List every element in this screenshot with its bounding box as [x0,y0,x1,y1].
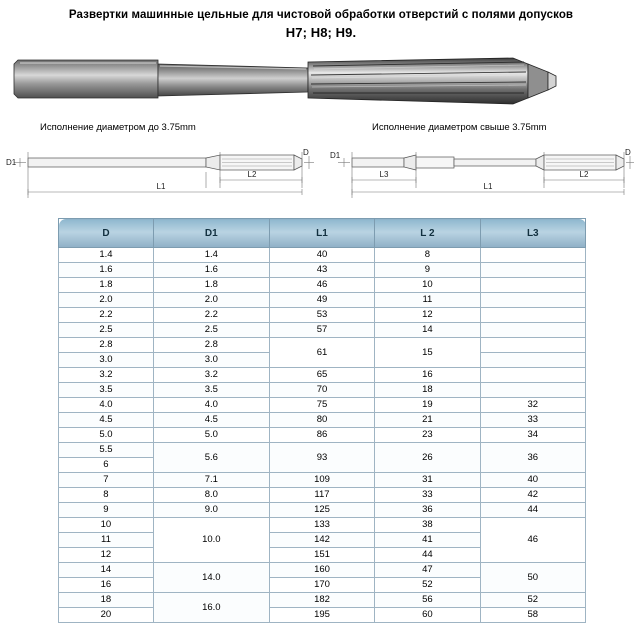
table-cell: 182 [269,593,374,608]
table-cell: 57 [269,323,374,338]
table-cell [480,323,585,338]
table-cell: 75 [269,398,374,413]
table-cell: 7 [59,473,154,488]
table-cell: 8 [59,488,154,503]
table-cell: 11 [375,293,480,308]
table-cell: 12 [59,548,154,563]
table-cell: 10.0 [153,518,269,563]
table-cell: 9 [59,503,154,518]
label-d1-right: D1 [330,151,341,160]
table-cell: 1.6 [153,263,269,278]
table-row [59,428,586,443]
table-cell: 2.8 [153,338,269,353]
table-cell: 11 [59,533,154,548]
table-cell [480,338,585,353]
table-cell: 15 [375,338,480,368]
table-row [59,368,586,383]
table-cell: 4.5 [153,413,269,428]
table-row [59,413,586,428]
table-cell: 53 [269,308,374,323]
col-header-l3: L3 [480,219,585,248]
table-cell: 170 [269,578,374,593]
spec-table [58,218,586,623]
table-cell: 42 [480,488,585,503]
table-cell: 49 [269,293,374,308]
table-cell: 1.4 [59,248,154,263]
label-l1-left: L1 [156,182,166,191]
table-cell: 3.5 [59,383,154,398]
table-cell: 142 [269,533,374,548]
table-cell: 47 [375,563,480,578]
table-row [59,293,586,308]
table-cell: 2.8 [59,338,154,353]
table-cell [480,368,585,383]
table-cell [480,293,585,308]
table-cell: 56 [375,593,480,608]
table-cell: 19 [375,398,480,413]
table-cell: 2.2 [153,308,269,323]
table-body [59,248,586,623]
table-cell: 8 [375,248,480,263]
table-cell: 5.0 [153,428,269,443]
table-cell: 18 [59,593,154,608]
table-cell: 34 [480,428,585,443]
table-cell: 9 [375,263,480,278]
table-cell: 80 [269,413,374,428]
table-cell: 3.2 [59,368,154,383]
table-cell: 10 [375,278,480,293]
table-cell [480,278,585,293]
caption-large-diameter: Исполнение диаметром свыше 3.75mm [372,122,547,133]
table-cell: 12 [375,308,480,323]
col-header-d: D [59,219,154,248]
table-cell: 2.2 [59,308,154,323]
page-title-line1: Развертки машинные цельные для чистовой обработки отверстий с полями допусков [68,9,574,21]
dimension-drawing-left [6,138,318,208]
table-cell: 3.0 [59,353,154,368]
table-cell: 3.5 [153,383,269,398]
table-cell: 36 [480,443,585,473]
table-cell [480,248,585,263]
table-cell: 70 [269,383,374,398]
table-cell: 46 [480,518,585,563]
table-cell: 1.8 [153,278,269,293]
table-row [59,503,586,518]
table-cell [480,263,585,278]
table-cell: 44 [375,548,480,563]
table-cell: 21 [375,413,480,428]
table-cell: 5.0 [59,428,154,443]
table-row [59,398,586,413]
table-cell: 60 [375,608,480,623]
table-cell: 23 [375,428,480,443]
col-header-l2: L 2 [375,219,480,248]
table-cell: 46 [269,278,374,293]
table-cell: 109 [269,473,374,488]
table-cell: 33 [480,413,585,428]
table-row [59,593,586,608]
table-cell: 1.4 [153,248,269,263]
table-row [59,383,586,398]
caption-small-diameter: Исполнение диаметром до 3.75mm [40,122,196,133]
table-cell: 40 [269,248,374,263]
table-cell [480,383,585,398]
table-cell: 133 [269,518,374,533]
table-cell: 16 [59,578,154,593]
table-cell: 6 [59,458,154,473]
label-l2-right: L2 [579,170,589,179]
table-cell: 117 [269,488,374,503]
table-cell: 2.0 [59,293,154,308]
table-cell: 9.0 [153,503,269,518]
table-row [59,308,586,323]
table-row [59,563,586,578]
table-cell: 32 [480,398,585,413]
spec-table-wrapper [58,218,586,623]
table-cell: 1.8 [59,278,154,293]
table-cell: 2.5 [59,323,154,338]
table-cell: 41 [375,533,480,548]
table-header-row [59,219,586,248]
table-cell: 93 [269,443,374,473]
page-title-line2: H7; H8; H9. [285,24,357,40]
label-l1-right: L1 [483,182,493,191]
table-cell: 3.0 [153,353,269,368]
table-row [59,323,586,338]
table-cell: 1.6 [59,263,154,278]
table-cell [480,353,585,368]
table-cell: 61 [269,338,374,368]
table-row [59,518,586,533]
table-cell: 20 [59,608,154,623]
table-cell: 160 [269,563,374,578]
table-cell [480,308,585,323]
label-d1-left: D1 [6,158,17,167]
table-cell: 7.1 [153,473,269,488]
table-cell: 14.0 [153,563,269,593]
dimension-drawing-right [330,138,638,208]
table-row [59,488,586,503]
table-cell: 16.0 [153,593,269,623]
table-cell: 8.0 [153,488,269,503]
table-cell: 33 [375,488,480,503]
table-cell: 31 [375,473,480,488]
page-title [0,0,642,43]
table-cell: 2.5 [153,323,269,338]
table-cell: 5.5 [59,443,154,458]
table-cell: 14 [59,563,154,578]
table-cell: 4.0 [153,398,269,413]
table-cell: 65 [269,368,374,383]
reamer-illustration [8,46,634,114]
table-row [59,248,586,263]
table-row [59,338,586,353]
table-cell: 43 [269,263,374,278]
table-cell: 50 [480,563,585,593]
table-cell: 4.5 [59,413,154,428]
table-cell: 52 [480,593,585,608]
table-cell: 38 [375,518,480,533]
table-cell: 58 [480,608,585,623]
table-cell: 18 [375,383,480,398]
table-row [59,608,586,623]
table-cell: 86 [269,428,374,443]
table-cell: 16 [375,368,480,383]
label-l3-right: L3 [379,170,389,179]
table-cell: 125 [269,503,374,518]
table-cell: 2.0 [153,293,269,308]
table-cell: 44 [480,503,585,518]
table-cell: 36 [375,503,480,518]
label-l2-left: L2 [247,170,257,179]
col-header-l1: L1 [269,219,374,248]
table-cell: 40 [480,473,585,488]
label-d-right: D [625,148,631,157]
col-header-d1: D1 [153,219,269,248]
table-row [59,443,586,458]
table-cell: 4.0 [59,398,154,413]
table-cell: 14 [375,323,480,338]
table-cell: 5.6 [153,443,269,473]
table-cell: 3.2 [153,368,269,383]
table-row [59,263,586,278]
table-cell: 52 [375,578,480,593]
table-cell: 195 [269,608,374,623]
label-d-left: D [303,148,309,157]
table-cell: 151 [269,548,374,563]
table-cell: 10 [59,518,154,533]
table-row [59,473,586,488]
table-row [59,278,586,293]
table-cell: 26 [375,443,480,473]
